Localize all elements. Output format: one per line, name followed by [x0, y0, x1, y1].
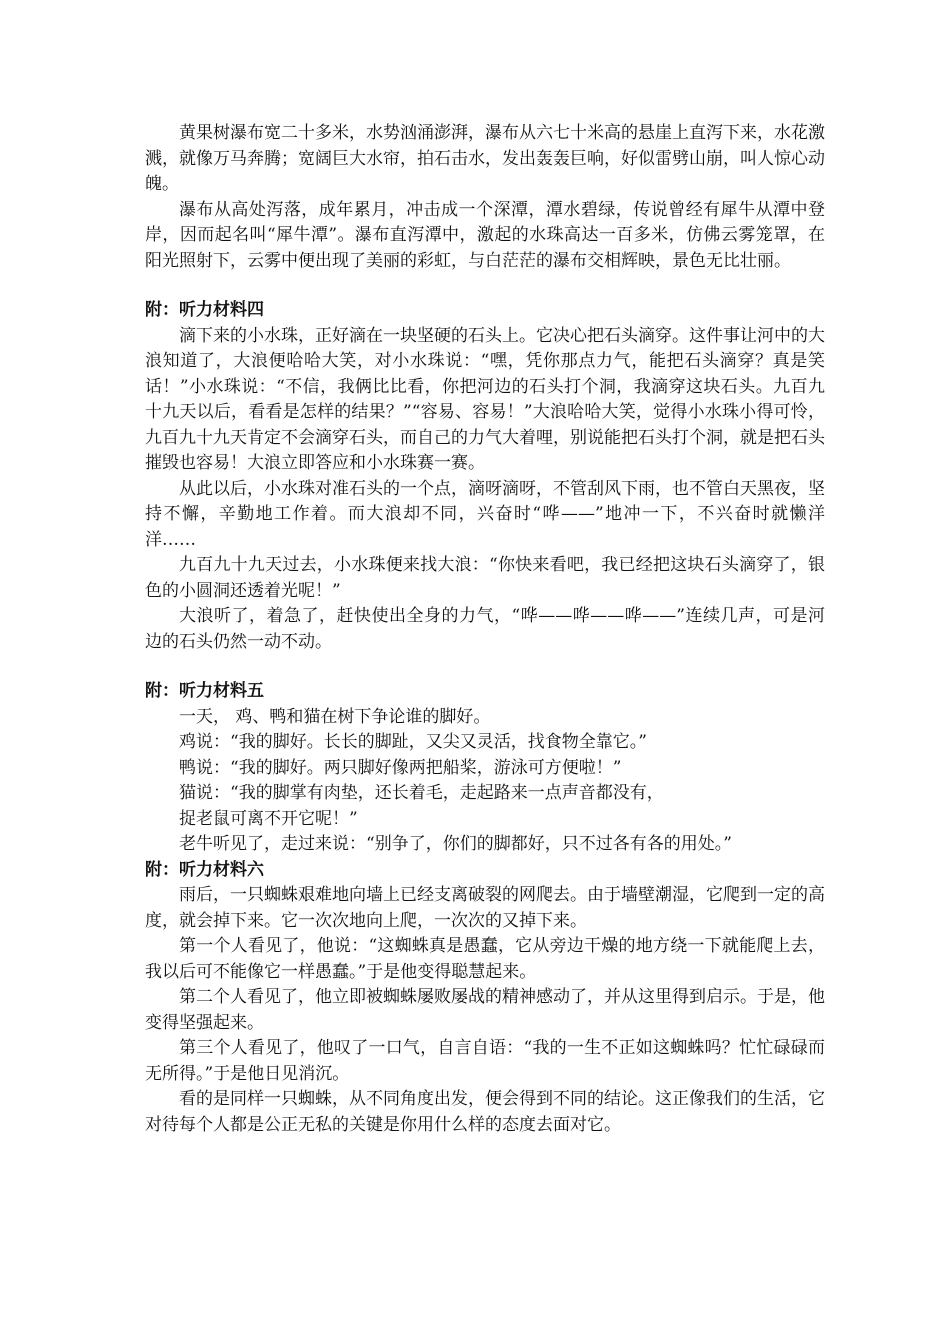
paragraph: 鸭说：“我的脚好。两只脚好像两把船桨，游泳可方便啦！”	[179, 757, 622, 778]
paragraph: 第三个人看见了，他叹了一口气，自言自语：“我的一生不正如这蜘蛛吗？忙忙碌碌而无所得。”于是他日见消沉。	[145, 1038, 825, 1084]
paragraph: 看的是同样一只蜘蛛，从不同角度出发，便会得到不同的结论。这正像我们的生活，它对待每个人都是公正无私的关键是你用什么样的态度去面对它。	[145, 1089, 825, 1135]
paragraph: 大浪听了，着急了，赶快使出全身的力气，“哗——哗——哗——”连续几声，可是河边的石头仍然一动不动。	[145, 606, 825, 652]
spacer	[145, 274, 825, 298]
paragraph: 猫说：“我的脚掌有肉垫，还长着毛，走起路来一点声音都没有，	[179, 783, 664, 803]
paragraph: 滴下来的小水珠，正好滴在一块坚硬的石头上。它决心把石头滴穿。这件事让河中的大浪知道了，大浪便哈哈大笑，对小水珠说：“嘿，凭你那点力气，能把石头滴穿？真是笑话！”小水珠说：“不信，我俩比比看，你把河边的石头打个洞，我滴穿这块石头。九百九十九天以后，看看是怎样的结果？”“容易、容易！”大浪哈哈大笑，觉得小水珠小得可怜，九百九十九天肯定不会滴穿石头，而自己的力气大着哩，别说能把石头打个洞，就是把石头摧毁也容易！大浪立即答应和小水珠赛一赛。	[145, 325, 825, 473]
paragraph: 第一个人看见了，他说：“这蜘蛛真是愚蠢，它从旁边干燥的地方绕一下就能爬上去，我以后可不能像它一样愚蠢。”于是他变得聪慧起来。	[145, 936, 825, 982]
paragraph: 雨后，一只蜘蛛艰难地向墙上已经支离破裂的网爬去。由于墙壁潮湿，它爬到一定的高度，就会掉下来。它一次次地向上爬，一次次的又掉下来。	[145, 885, 825, 931]
paragraph: 老牛听见了，走过来说：“别争了，你们的脚都好，只不过各有各的用处。”	[179, 834, 732, 854]
document-body	[145, 121, 825, 1138]
paragraph: 九百九十九天过去，小水珠便来找大浪：“你快来看吧，我已经把这块石头滴穿了，银色的小圆洞还透着光呢！”	[145, 555, 825, 601]
paragraph: 鸡说：“我的脚好。长长的脚趾，又尖又灵活，找食物全靠它。”	[179, 732, 647, 752]
paragraph: 瀑布从高处泻落，成年累月，冲击成一个深潭，潭水碧绿，传说曾经有犀牛从潭中登岸，因而起名叫“犀牛潭”。瀑布直泻潭中，激起的水珠高达一百多米，仿佛云雾笼罩，在阳光照射下，云雾中便出现了美丽的彩虹，与白茫茫的瀑布交相辉映，景色无比壮丽。	[145, 199, 825, 271]
paragraph: 从此以后，小水珠对准石头的一个点，滴呀滴呀，不管刮风下雨，也不管白天黑夜，坚持不懈，辛勤地工作着。而大浪却不同，兴奋时“哗——”地冲一下，不兴奋时就懒洋洋……	[145, 478, 825, 550]
paragraph: 第二个人看见了，他立即被蜘蛛屡败屡战的精神感动了，并从这里得到启示。于是，他变得坚强起来。	[145, 987, 825, 1033]
spacer	[145, 655, 825, 679]
paragraph: 捉老鼠可离不开它呢！”	[179, 808, 358, 829]
paragraph: 一天， 鸡、鸭和猫在树下争论谁的脚好。	[179, 706, 491, 727]
paragraph: 黄果树瀑布宽二十多米，水势汹涌澎湃，瀑布从六七十米高的悬崖上直泻下来，水花激溅，就像万马奔腾；宽阔巨大水帘，拍石击水，发出轰轰巨响，好似雷劈山崩，叫人惊心动魄。	[145, 123, 825, 194]
section-heading-5: 附：听力材料五	[145, 681, 264, 701]
section-heading-6: 附：听力材料六	[145, 859, 264, 880]
section-heading-4: 附：听力材料四	[145, 300, 264, 320]
